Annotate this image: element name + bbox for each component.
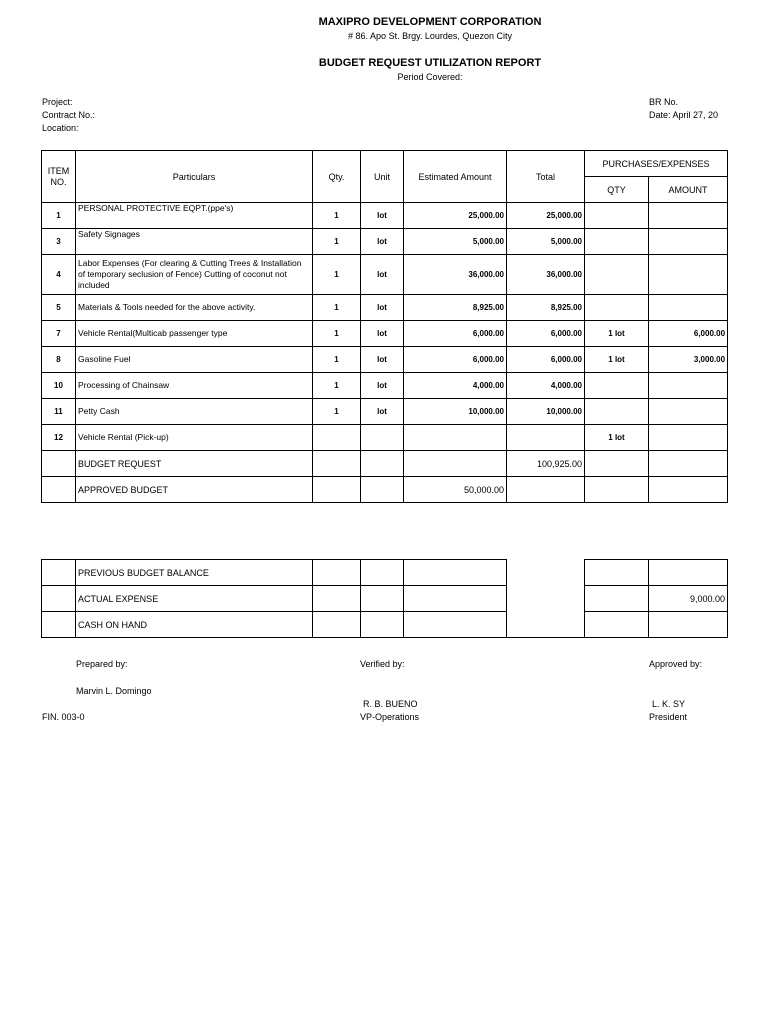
form-number: FIN. 003-0 xyxy=(42,712,85,722)
total: 36,000.00 xyxy=(507,255,585,295)
pe-qty: 1 lot xyxy=(585,425,649,451)
company-name: MAXIPRO DEVELOPMENT CORPORATION xyxy=(318,16,542,28)
header-particulars: Particulars xyxy=(76,151,313,203)
pe-qty xyxy=(585,295,649,321)
table-row xyxy=(42,295,728,321)
header-unit: Unit xyxy=(361,151,404,203)
estimated-amount: 25,000.00 xyxy=(404,203,507,229)
header-item-no: ITEM NO. xyxy=(42,151,76,203)
prepared-by-name: Marvin L. Domingo xyxy=(76,686,152,696)
verified-by-name: R. B. BUENO xyxy=(363,699,418,709)
qty xyxy=(313,425,361,451)
item-no: 4 xyxy=(42,255,76,295)
project-label: Project: xyxy=(42,97,73,107)
verified-by-label: Verified by: xyxy=(360,659,405,669)
table-row xyxy=(42,321,728,347)
particulars: Petty Cash xyxy=(76,399,313,425)
pe-qty xyxy=(585,229,649,255)
unit: lot xyxy=(361,347,404,373)
total xyxy=(507,425,585,451)
total: 4,000.00 xyxy=(507,373,585,399)
estimated-amount: 5,000.00 xyxy=(404,229,507,255)
estimated-amount: 10,000.00 xyxy=(404,399,507,425)
unit: lot xyxy=(361,229,404,255)
unit: lot xyxy=(361,203,404,229)
item-no: 5 xyxy=(42,295,76,321)
qty: 1 xyxy=(313,321,361,347)
header-pe-qty: QTY xyxy=(585,177,649,203)
total: 10,000.00 xyxy=(507,399,585,425)
header-estimated-amount: Estimated Amount xyxy=(404,151,507,203)
item-no: 8 xyxy=(42,347,76,373)
period-covered-label: Period Covered: xyxy=(397,72,463,82)
pe-qty xyxy=(585,373,649,399)
particulars: PERSONAL PROTECTIVE EQPT.(ppe's) xyxy=(76,203,313,229)
total: 6,000.00 xyxy=(507,347,585,373)
pe-amount xyxy=(649,425,728,451)
cash-on-hand-row xyxy=(42,612,728,638)
estimated-amount: 36,000.00 xyxy=(404,255,507,295)
unit: lot xyxy=(361,321,404,347)
pe-qty: 1 lot xyxy=(585,321,649,347)
table-row xyxy=(42,399,728,425)
br-no-label: BR No. xyxy=(649,97,679,107)
item-no: 10 xyxy=(42,373,76,399)
table-row xyxy=(42,425,728,451)
header-row xyxy=(42,151,728,177)
summary-table xyxy=(41,559,728,638)
approved-by-label: Approved by: xyxy=(649,659,703,669)
date-label: Date: April 27, 20 xyxy=(649,110,719,120)
pe-amount xyxy=(649,203,728,229)
budget-table xyxy=(41,150,728,503)
previous-balance-label: PREVIOUS BUDGET BALANCE xyxy=(76,560,313,586)
pe-amount xyxy=(649,399,728,425)
pe-qty: 1 lot xyxy=(585,347,649,373)
actual-expense-label: ACTUAL EXPENSE xyxy=(76,586,313,612)
total: 25,000.00 xyxy=(507,203,585,229)
qty: 1 xyxy=(313,255,361,295)
report-title: BUDGET REQUEST UTILIZATION REPORT xyxy=(318,57,542,69)
particulars: Processing of Chainsaw xyxy=(76,373,313,399)
estimated-amount: 8,925.00 xyxy=(404,295,507,321)
unit xyxy=(361,425,404,451)
budget-request-label: BUDGET REQUEST xyxy=(76,451,313,477)
particulars: Materials & Tools needed for the above activity. xyxy=(76,295,313,321)
pe-amount xyxy=(649,255,728,295)
unit: lot xyxy=(361,255,404,295)
pe-amount xyxy=(649,229,728,255)
verified-by-title: VP-Operations xyxy=(360,712,420,722)
header-pe-amount: AMOUNT xyxy=(649,177,728,203)
particulars: Gasoline Fuel xyxy=(76,347,313,373)
item-no: 11 xyxy=(42,399,76,425)
previous-balance-row xyxy=(42,560,728,586)
actual-expense-amount: 9,000.00 xyxy=(649,586,728,612)
pe-qty xyxy=(585,399,649,425)
particulars: Safety Signages xyxy=(76,229,313,255)
pe-qty xyxy=(585,203,649,229)
prepared-by-label: Prepared by: xyxy=(76,659,128,669)
qty: 1 xyxy=(313,229,361,255)
pe-amount xyxy=(649,373,728,399)
item-no: 12 xyxy=(42,425,76,451)
particulars: Vehicle Rental (Pick-up) xyxy=(76,425,313,451)
cash-on-hand-label: CASH ON HAND xyxy=(76,612,313,638)
approved-by-name: L. K. SY xyxy=(652,699,686,709)
header-qty: Qty. xyxy=(313,151,361,203)
approved-budget-amount: 50,000.00 xyxy=(404,477,507,503)
unit: lot xyxy=(361,399,404,425)
pe-amount: 3,000.00 xyxy=(649,347,728,373)
pe-qty xyxy=(585,255,649,295)
table-row xyxy=(42,229,728,255)
approved-by-title: President xyxy=(649,712,688,722)
contract-label: Contract No.: xyxy=(42,110,96,120)
header-total: Total xyxy=(507,151,585,203)
qty: 1 xyxy=(313,295,361,321)
estimated-amount xyxy=(404,425,507,451)
particulars: Vehicle Rental(Multicab passenger type xyxy=(76,321,313,347)
qty: 1 xyxy=(313,347,361,373)
approved-budget-row xyxy=(42,477,728,503)
total: 8,925.00 xyxy=(507,295,585,321)
total: 6,000.00 xyxy=(507,321,585,347)
pe-amount: 6,000.00 xyxy=(649,321,728,347)
particulars: Labor Expenses (For clearing & Cutting Trees & Installation of temporary seclusion of Fence) Cutting of coconut not included xyxy=(76,255,313,295)
unit: lot xyxy=(361,295,404,321)
estimated-amount: 6,000.00 xyxy=(404,347,507,373)
table-row xyxy=(42,373,728,399)
table-row xyxy=(42,347,728,373)
estimated-amount: 4,000.00 xyxy=(404,373,507,399)
location-label: Location: xyxy=(42,123,79,133)
header-purchases-expenses: PURCHASES/EXPENSES xyxy=(585,151,728,177)
item-no: 3 xyxy=(42,229,76,255)
company-address: # 86. Apo St. Brgy. Lourdes, Quezon City xyxy=(348,31,512,41)
budget-request-row xyxy=(42,451,728,477)
item-no: 1 xyxy=(42,203,76,229)
qty: 1 xyxy=(313,373,361,399)
approved-budget-label: APPROVED BUDGET xyxy=(76,477,313,503)
qty: 1 xyxy=(313,203,361,229)
pe-amount xyxy=(649,295,728,321)
table-row xyxy=(42,203,728,229)
estimated-amount: 6,000.00 xyxy=(404,321,507,347)
actual-expense-row xyxy=(42,586,728,612)
unit: lot xyxy=(361,373,404,399)
total: 5,000.00 xyxy=(507,229,585,255)
item-no: 7 xyxy=(42,321,76,347)
table-row xyxy=(42,255,728,295)
budget-request-total: 100,925.00 xyxy=(507,451,585,477)
qty: 1 xyxy=(313,399,361,425)
